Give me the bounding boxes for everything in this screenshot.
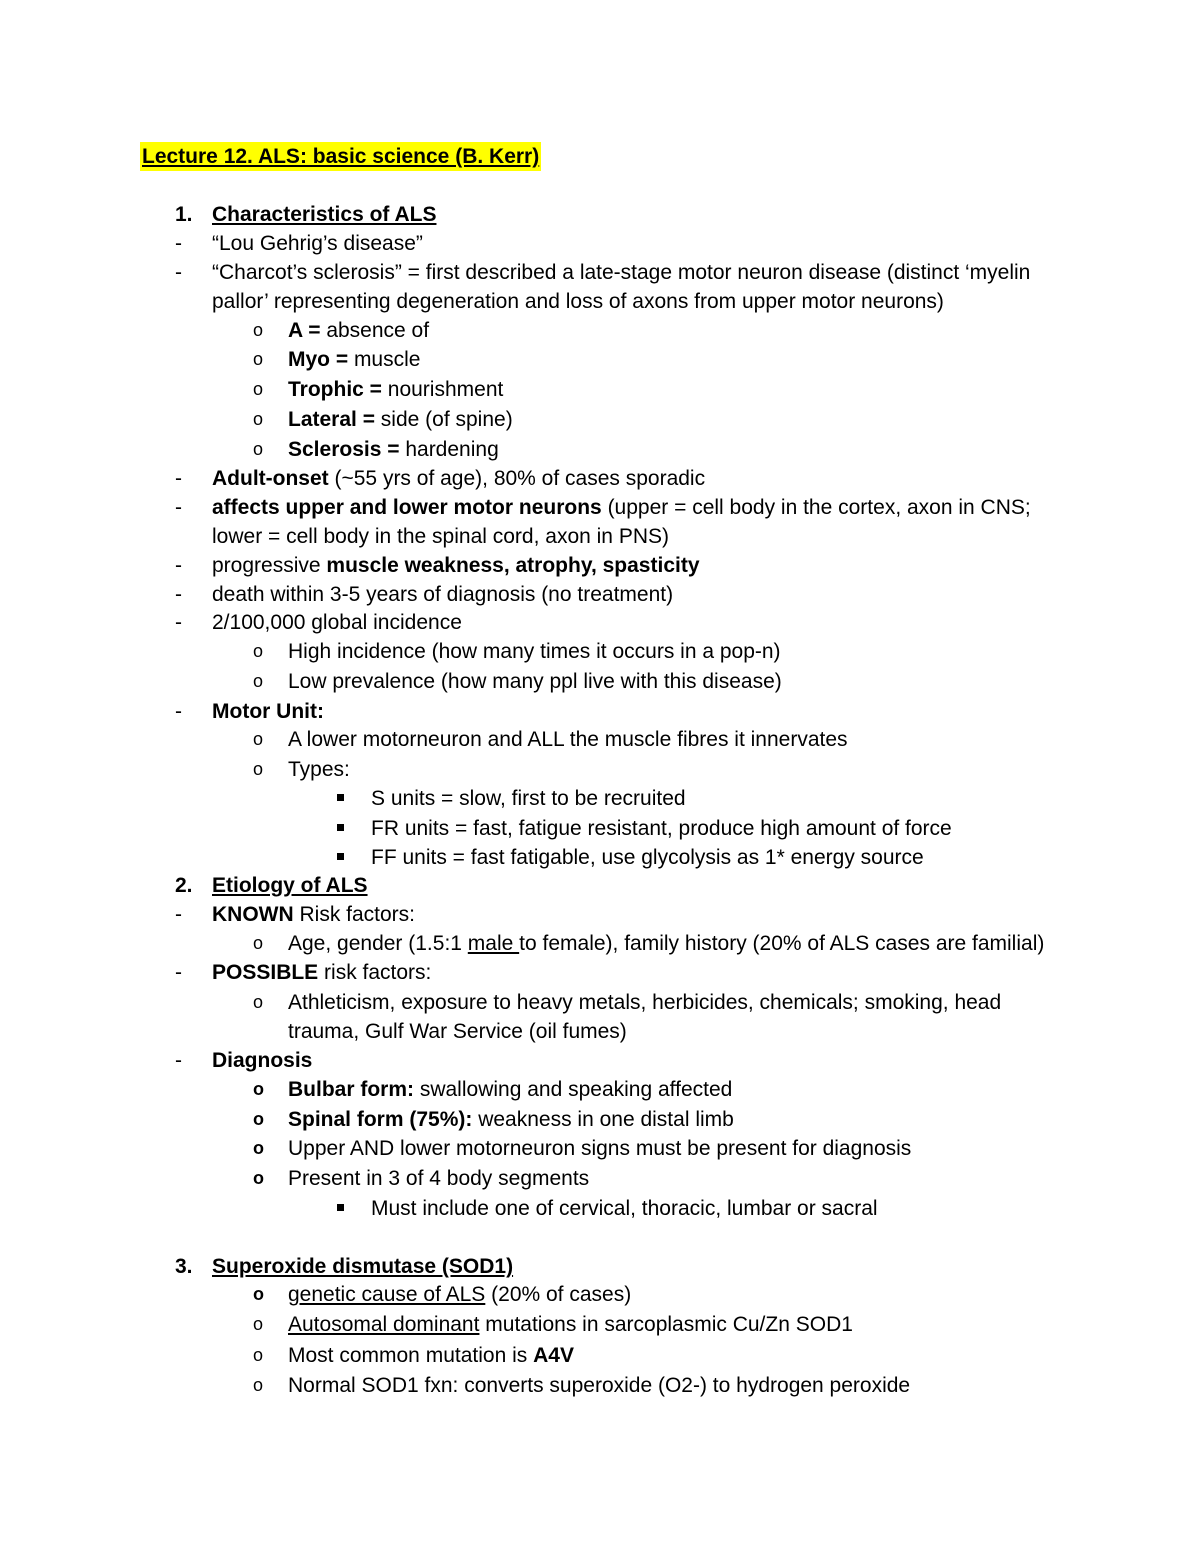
item-text: Diagnosis bbox=[212, 1049, 313, 1072]
item-text bbox=[288, 1280, 631, 1309]
underlined-phrase: Autosomal dominant bbox=[288, 1313, 480, 1336]
item-text bbox=[212, 493, 1031, 522]
plain-phrase: weakness in one distal limb bbox=[472, 1108, 734, 1131]
circle-bullet: o bbox=[253, 1109, 264, 1129]
plain-phrase: Age, gender (1.5:1 bbox=[288, 932, 468, 955]
item-text bbox=[288, 345, 420, 374]
dash-bullet: - bbox=[175, 554, 182, 577]
definition: side (of spine) bbox=[374, 408, 513, 431]
underlined-phrase: genetic cause of ALS bbox=[288, 1283, 486, 1306]
section-title: Superoxide dismutase (SOD1) bbox=[212, 1255, 514, 1278]
dash-bullet: - bbox=[175, 496, 182, 519]
square-bullet bbox=[337, 814, 363, 843]
item-text bbox=[288, 375, 503, 404]
circle-bullet: o bbox=[253, 1284, 264, 1304]
item-text bbox=[212, 551, 700, 580]
item-text bbox=[288, 1310, 853, 1339]
plain-phrase: risk factors: bbox=[318, 961, 432, 984]
definition: muscle bbox=[348, 348, 421, 371]
item-text bbox=[212, 900, 415, 929]
item-text: Must include one of cervical, thoracic, lumbar or sacral bbox=[371, 1197, 878, 1220]
item-text: Normal SOD1 fxn: converts superoxide (O2-) to hydrogen peroxide bbox=[288, 1374, 911, 1397]
plain-phrase: (~55 yrs of age), 80% of cases sporadic bbox=[328, 467, 706, 490]
definition: nourishment bbox=[381, 378, 504, 401]
item-text: Athleticism, exposure to heavy metals, herbicides, chemicals; smoking, head bbox=[288, 991, 1002, 1014]
item-text: S units = slow, first to be recruited bbox=[371, 787, 686, 810]
plain-phrase: Risk factors: bbox=[293, 903, 416, 926]
item-text: 2/100,000 global incidence bbox=[212, 611, 462, 634]
dash-bullet: - bbox=[175, 232, 182, 255]
item-text bbox=[288, 316, 429, 345]
plain-phrase: swallowing and speaking affected bbox=[414, 1078, 733, 1101]
document-title: Lecture 12. ALS: basic science (B. Kerr) bbox=[140, 142, 541, 171]
term: Myo = bbox=[288, 348, 349, 371]
item-text: pallor’ representing degeneration and loss of axons from upper motor neurons) bbox=[212, 290, 944, 313]
item-text: trauma, Gulf War Service (oil fumes) bbox=[288, 1020, 627, 1043]
circle-bullet: o bbox=[253, 933, 264, 953]
circle-bullet: o bbox=[253, 409, 264, 429]
circle-bullet: o bbox=[253, 641, 264, 661]
item-text: lower = cell body in the spinal cord, axon in PNS) bbox=[212, 525, 669, 548]
section-title: Etiology of ALS bbox=[212, 874, 368, 897]
dash-bullet: - bbox=[175, 583, 182, 606]
circle-bullet: o bbox=[253, 992, 264, 1012]
bold-phrase: affects upper and lower motor neurons bbox=[212, 496, 602, 519]
item-text bbox=[288, 435, 499, 464]
bold-phrase: muscle weakness, atrophy, spasticity bbox=[326, 554, 700, 577]
term: Sclerosis = bbox=[288, 438, 400, 461]
dash-bullet: - bbox=[175, 261, 182, 284]
item-text bbox=[288, 405, 513, 434]
square-bullet bbox=[337, 843, 363, 872]
plain-phrase: Most common mutation is bbox=[288, 1344, 534, 1367]
item-text bbox=[288, 1105, 734, 1134]
underlined-phrase: male bbox=[467, 932, 520, 955]
item-text: Types: bbox=[288, 758, 350, 781]
bold-phrase: KNOWN bbox=[212, 903, 294, 926]
item-text: A lower motorneuron and ALL the muscle fibres it innervates bbox=[288, 728, 848, 751]
circle-bullet: o bbox=[253, 759, 264, 779]
item-text: Motor Unit: bbox=[212, 700, 324, 723]
circle-bullet: o bbox=[253, 1345, 264, 1365]
item-text: Low prevalence (how many ppl live with this disease) bbox=[288, 670, 782, 693]
circle-bullet: o bbox=[253, 1314, 264, 1334]
plain-phrase: progressive bbox=[212, 554, 327, 577]
item-text: Present in 3 of 4 body segments bbox=[288, 1167, 590, 1190]
circle-bullet: o bbox=[253, 1079, 264, 1099]
circle-bullet: o bbox=[253, 1168, 264, 1188]
term: Lateral = bbox=[288, 408, 375, 431]
item-text bbox=[288, 929, 1044, 958]
dash-bullet: - bbox=[175, 700, 182, 723]
item-text: High incidence (how many times it occurs in a pop-n) bbox=[288, 640, 781, 663]
circle-bullet: o bbox=[253, 439, 264, 459]
dash-bullet: - bbox=[175, 961, 182, 984]
bold-phrase: A4V bbox=[533, 1344, 574, 1367]
item-text bbox=[212, 958, 431, 987]
plain-phrase: mutations in sarcoplasmic Cu/Zn SOD1 bbox=[479, 1313, 853, 1336]
item-text bbox=[288, 1341, 574, 1370]
term: Trophic = bbox=[288, 378, 382, 401]
bold-phrase: Bulbar form: bbox=[288, 1078, 414, 1101]
definition: absence of bbox=[320, 319, 430, 342]
circle-bullet: o bbox=[253, 671, 264, 691]
bold-phrase: Adult-onset bbox=[212, 467, 329, 490]
dash-bullet: - bbox=[175, 467, 182, 490]
plain-phrase: (20% of cases) bbox=[485, 1283, 632, 1306]
square-bullet bbox=[337, 1194, 363, 1223]
section-number: 2. bbox=[175, 874, 193, 897]
circle-bullet: o bbox=[253, 1138, 264, 1158]
circle-bullet: o bbox=[253, 1375, 264, 1395]
dash-bullet: - bbox=[175, 611, 182, 634]
section-number: 1. bbox=[175, 203, 193, 226]
item-text: “Charcot’s sclerosis” = first described a late-stage motor neuron disease (distinct ‘myelin bbox=[212, 261, 1031, 284]
circle-bullet: o bbox=[253, 349, 264, 369]
circle-bullet: o bbox=[253, 729, 264, 749]
item-text bbox=[288, 1075, 732, 1104]
plain-phrase: to female), family history (20% of ALS cases are familial) bbox=[519, 932, 1045, 955]
circle-bullet: o bbox=[253, 320, 264, 340]
plain-phrase: (upper = cell body in the cortex, axon in CNS; bbox=[601, 496, 1031, 519]
term: A = bbox=[288, 319, 321, 342]
dash-bullet: - bbox=[175, 903, 182, 926]
item-text: death within 3-5 years of diagnosis (no treatment) bbox=[212, 583, 674, 606]
circle-bullet: o bbox=[253, 379, 264, 399]
bold-phrase: Spinal form (75%): bbox=[288, 1108, 473, 1131]
bold-phrase: POSSIBLE bbox=[212, 961, 319, 984]
item-text: FF units = fast fatigable, use glycolysis as 1* energy source bbox=[371, 846, 924, 869]
item-text: FR units = fast, fatigue resistant, produce high amount of force bbox=[371, 817, 952, 840]
dash-bullet: - bbox=[175, 1049, 182, 1072]
section-title: Characteristics of ALS bbox=[212, 203, 437, 226]
item-text: Upper AND lower motorneuron signs must be present for diagnosis bbox=[288, 1137, 912, 1160]
definition: hardening bbox=[399, 438, 499, 461]
item-text: “Lou Gehrig’s disease” bbox=[212, 232, 423, 255]
square-bullet bbox=[337, 784, 363, 813]
item-text bbox=[212, 464, 705, 493]
section-number: 3. bbox=[175, 1255, 193, 1278]
